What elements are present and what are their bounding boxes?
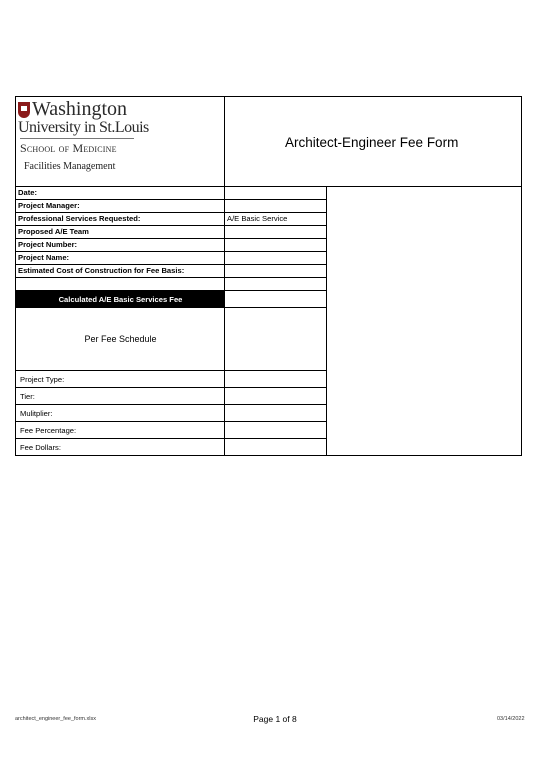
logo-line-school: School of Medicine	[20, 141, 117, 155]
field-multiplier[interactable]	[224, 405, 327, 422]
logo-divider	[20, 138, 134, 139]
label-multiplier: Mulitplier:	[16, 405, 225, 422]
field-project-type[interactable]	[224, 371, 327, 388]
footer-date: 03/14/2022	[497, 716, 525, 722]
footer-page-number: Page 1 of 8	[253, 714, 297, 724]
spacer-row	[16, 278, 225, 291]
field-date[interactable]	[224, 187, 327, 200]
department-name: Facilities Management	[24, 161, 116, 172]
field-project-manager[interactable]	[224, 200, 327, 213]
logo-cell	[16, 97, 225, 187]
logo-line-university: University in St.Louis	[18, 119, 149, 136]
label-tier: Tier:	[16, 388, 225, 405]
fee-header-cell	[224, 291, 327, 308]
label-project-manager: Project Manager:	[16, 200, 225, 213]
label-fee-dollars: Fee Dollars:	[20, 442, 61, 452]
field-fee-dollars[interactable]	[224, 439, 327, 455]
fee-schedule-cell	[224, 308, 327, 371]
fee-schedule-note: Per Fee Schedule	[16, 307, 225, 371]
title-cell	[225, 97, 521, 187]
field-proposed-team[interactable]	[224, 226, 327, 239]
label-proposed-team: Proposed A/E Team	[16, 226, 225, 239]
fee-form	[15, 96, 522, 456]
label-services-requested: Professional Services Requested:	[16, 213, 225, 226]
label-project-name: Project Name:	[16, 252, 225, 265]
logo-line-washington: Washington	[32, 98, 128, 120]
field-estimated-cost[interactable]	[224, 265, 327, 278]
form-title: Architect-Engineer Fee Form	[285, 135, 459, 150]
label-project-number: Project Number:	[16, 239, 225, 252]
spacer-cell	[224, 278, 327, 291]
label-estimated-cost: Estimated Cost of Construction for Fee Basis:	[16, 265, 225, 278]
footer-filename: architect_engineer_fee_form.xlsx	[15, 716, 97, 722]
field-project-number[interactable]	[224, 239, 327, 252]
field-project-name[interactable]	[224, 252, 327, 265]
label-fee-percentage: Fee Percentage:	[16, 422, 225, 439]
shield-icon	[18, 102, 30, 118]
field-tier[interactable]	[224, 388, 327, 405]
field-fee-percentage[interactable]	[224, 422, 327, 439]
label-date: Date:	[16, 187, 225, 200]
label-project-type: Project Type:	[16, 371, 225, 388]
fee-section-header: Calculated A/E Basic Services Fee	[16, 291, 225, 307]
field-services-requested[interactable]: A/E Basic Service	[224, 213, 327, 226]
